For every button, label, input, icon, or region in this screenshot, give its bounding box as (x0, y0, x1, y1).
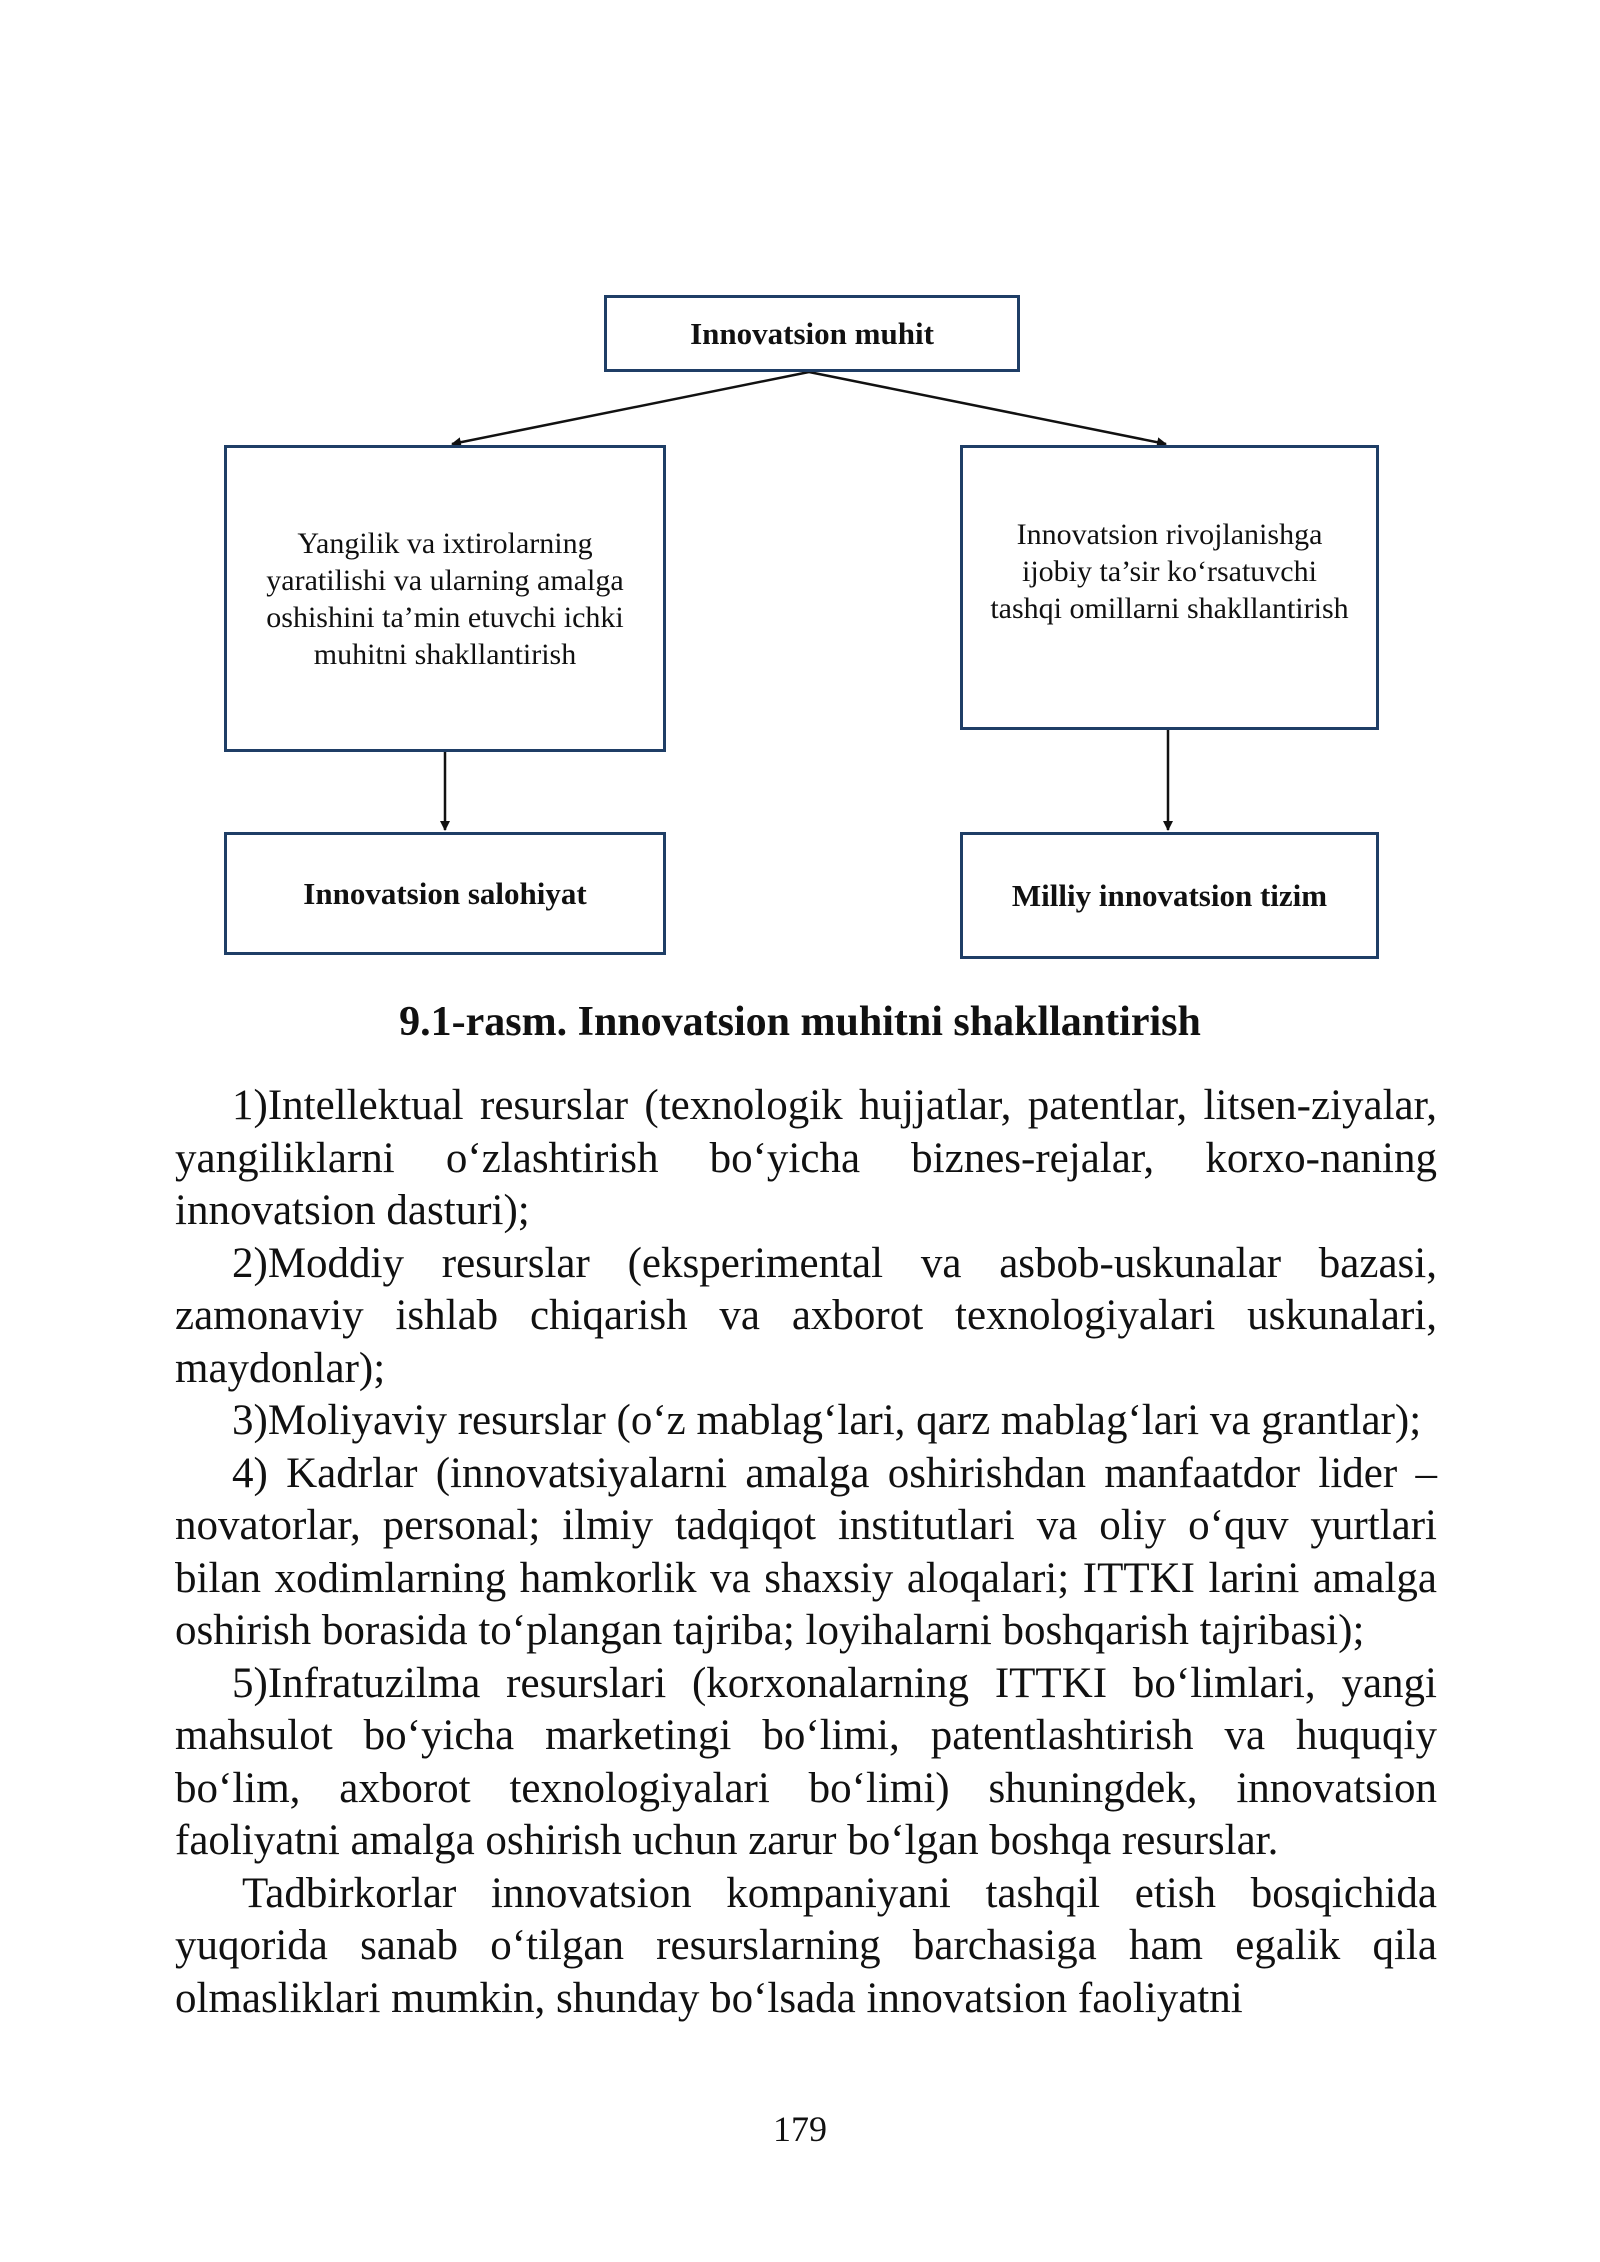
paragraph-personnel: 4) Kadrlar (innovatsiyalarni amalga oshirishdan manfaatdor lider – novatorlar, personal; ilmiy tadqiqot institutlari va oliy o‘quv yurtlari bilan xodimlarning hamkorlik va shaxsiy aloqalari; ITTKI larini amalga oshirish borasida to‘plangan tajriba; loyihalarni boshqarish tajribasi); (175, 1449, 1437, 1654)
paragraph-financial-resources: 3)Moliyaviy resurslar (o‘z mablag‘lari, qarz mablag‘lari va grantlar); (232, 1397, 1422, 1444)
paragraph-material-resources: 2)Moddiy resurslar (eksperimental va asbob-uskunalar bazasi, zamonaviy ishlab chiqarish va axborot texnologiyalari uskunalari, maydonlar); (175, 1239, 1437, 1392)
diagram-right-bottom-label: Milliy innovatsion tizim (1011, 877, 1328, 913)
paragraph-infrastructure: 5)Infratuzilma resurslari (korxonalarning ITTKI bo‘limlari, yangi mahsulot bo‘yicha marketingi bo‘limi, patentlashtirish va huquqiy bo‘lim, axborot texnologiyalari bo‘limi) shuningdek, innovatsion faoliyatni amalga oshirish uchun zarur bo‘lgan boshqa resurslar. (175, 1659, 1437, 1864)
diagram-right-middle-label: Innovatsion rivojlanishga ijobiy ta’sir ko‘rsatuvchi tashqi omillarni shakllantirish (990, 518, 1349, 625)
diagram-top-box (604, 295, 1020, 372)
diagram-left-bottom-box (224, 832, 666, 955)
paragraph-intellectual-resources: 1)Intellektual resurslar (texnologik hujjatlar, patentlar, litsen-ziyalar, yangiliklarni o‘zlashtirish bo‘yicha biznes-rejalar, korxo-naning innovatsion dasturi); (175, 1082, 1437, 1234)
diagram-right-bottom-box (960, 832, 1379, 959)
diagram-left-bottom-label: Innovatsion salohiyat (303, 875, 587, 911)
body-text (175, 1080, 1437, 2025)
arrow-top-to-right (809, 372, 1166, 444)
diagram-left-middle-box (224, 445, 666, 752)
diagram-right-middle-box (960, 445, 1379, 730)
page-number: 179 (773, 2109, 827, 2149)
diagram-left-middle-label: Yangilik va ixtirolarning yaratilishi va ularning amalga oshishini ta’min etuvchi ichki muhitni shakllantirish (266, 526, 624, 671)
paragraph-entrepreneurs: Tadbirkorlar innovatsion kompaniyani tashqil etish bosqichida yuqorida sanab o‘tilgan resurslarning barchasiga ham egalik qila olmasliklari mumkin, shunday bo‘lsada innovatsion faoliyatni (175, 1869, 1437, 2022)
diagram-top-label: Innovatsion muhit (690, 315, 934, 351)
figure-caption: 9.1-rasm. Innovatsion muhitni shakllantirish (399, 999, 1201, 1045)
arrow-top-to-left (452, 372, 809, 444)
